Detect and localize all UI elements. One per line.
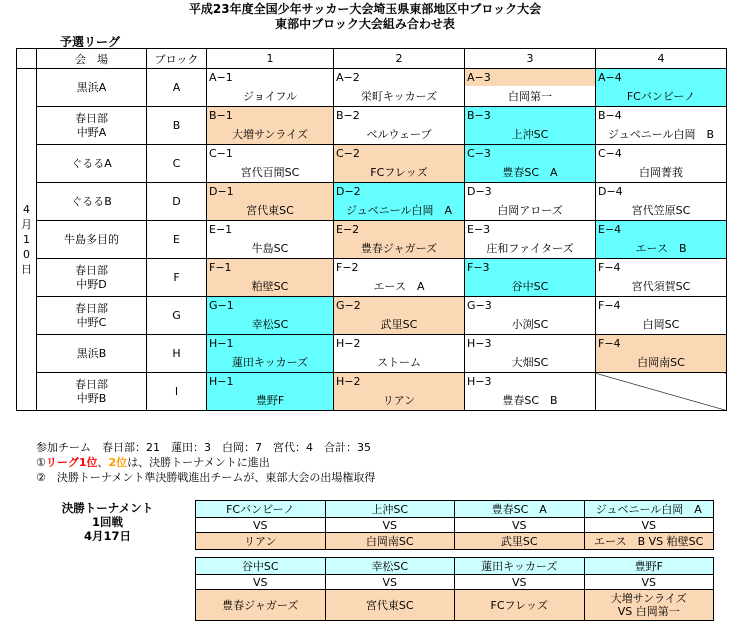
venue-line: 牛島多目的 bbox=[64, 232, 119, 246]
block-cell: G bbox=[147, 297, 207, 335]
match-code: G−3 bbox=[465, 297, 596, 315]
rule-1-second-place: 2位 bbox=[108, 456, 128, 469]
block-cell: E bbox=[147, 221, 207, 259]
date-column bbox=[17, 69, 37, 411]
match-code: H−1 bbox=[207, 373, 334, 391]
bracket-team-b: リアン bbox=[196, 533, 326, 550]
team-name: リアン bbox=[334, 390, 465, 411]
bracket-team-b: 豊春ジャガーズ bbox=[196, 590, 326, 621]
tournament-round: 1回戦 bbox=[91, 515, 123, 529]
bracket-team-a: FCバンビーノ bbox=[196, 501, 326, 518]
header-col-1: 1 bbox=[207, 49, 334, 69]
venue-line: 中野B bbox=[76, 391, 107, 405]
venue-cell bbox=[37, 259, 147, 297]
bracket-team-a: 豊春SC A bbox=[455, 501, 585, 518]
team-name: ジュベニール白岡 A bbox=[334, 200, 465, 221]
match-code: C−2 bbox=[334, 145, 465, 163]
header-block: ブロック bbox=[147, 49, 207, 69]
bracket-vs: VS bbox=[455, 575, 585, 590]
venue-line: 春日部 bbox=[75, 377, 108, 391]
venue-line: 黒浜A bbox=[76, 80, 107, 94]
match-code: H−3 bbox=[465, 373, 596, 391]
match-code: B−3 bbox=[465, 107, 596, 125]
document-title: 平成23年度全国少年サッカー大会埼玉県東部地区中ブロック大会 bbox=[188, 2, 542, 16]
match-code: F−4 bbox=[596, 297, 727, 315]
match-code: H−2 bbox=[334, 335, 465, 353]
venue-line: ぐるるA bbox=[71, 156, 112, 170]
bracket-team-b: 武里SC bbox=[455, 533, 585, 550]
team-name: ストーム bbox=[334, 352, 465, 373]
bracket-team-b-line: VS 白岡第一 bbox=[617, 605, 680, 618]
header-venue: 会 場 bbox=[37, 49, 147, 69]
bracket-team-a: 蓮田キッカーズ bbox=[455, 558, 585, 575]
bracket-team-a: 幸松SC bbox=[325, 558, 455, 575]
match-code: D−3 bbox=[465, 183, 596, 201]
team-name: 白岡南SC bbox=[596, 352, 727, 373]
participants-line: 参加チーム 春日部：21 蓮田：3 白岡：7 宮代：4 合計：35 bbox=[36, 441, 371, 454]
match-code: H−2 bbox=[334, 373, 465, 391]
date-char: 月 bbox=[21, 218, 32, 231]
match-code: A−2 bbox=[334, 69, 465, 87]
match-code: F−3 bbox=[465, 259, 596, 277]
team-name: 武里SC bbox=[334, 314, 465, 335]
match-code: D−2 bbox=[334, 183, 465, 201]
match-code: H−1 bbox=[207, 335, 334, 353]
bracket-team-b-line: 大増サンライズ bbox=[610, 592, 687, 605]
bracket-vs: VS bbox=[196, 518, 326, 533]
venue-cell bbox=[37, 221, 147, 259]
venue-line: 春日部 bbox=[75, 263, 108, 277]
match-code: B−4 bbox=[596, 107, 727, 125]
bracket-team-b: 白岡南SC bbox=[325, 533, 455, 550]
venue-line: 春日部 bbox=[75, 301, 108, 315]
team-name: 白岡第一 bbox=[465, 86, 596, 107]
match-code: F−4 bbox=[596, 259, 727, 277]
rule-1-text: は、決勝トーナメントに進出 bbox=[127, 456, 270, 469]
block-cell: I bbox=[147, 373, 207, 411]
team-name: 白岡SC bbox=[596, 314, 727, 335]
team-name: 宮代百間SC bbox=[207, 162, 334, 183]
date-char: 1 bbox=[23, 233, 30, 246]
bracket-team-a: 上沖SC bbox=[325, 501, 455, 518]
team-name: 庄和ファイターズ bbox=[465, 238, 596, 259]
match-code: C−3 bbox=[465, 145, 596, 163]
match-code: E−3 bbox=[465, 221, 596, 239]
bracket-vs: VS bbox=[325, 518, 455, 533]
team-name: 栄町キッカーズ bbox=[334, 86, 465, 107]
team-name: 小渕SC bbox=[465, 314, 596, 335]
document-subtitle: 東部中ブロック大会組み合わせ表 bbox=[275, 17, 455, 31]
header-blank bbox=[17, 49, 37, 69]
venue-cell bbox=[37, 297, 147, 335]
rule-1-separator: 、 bbox=[97, 456, 109, 469]
match-code: C−1 bbox=[207, 145, 334, 163]
match-code: H−3 bbox=[465, 335, 596, 353]
venue-line: ぐるるB bbox=[71, 194, 112, 208]
team-name: 白岡菁莪 bbox=[596, 162, 727, 183]
team-name: 谷中SC bbox=[465, 276, 596, 297]
header-col-4: 4 bbox=[596, 49, 727, 69]
tournament-bracket-bottom bbox=[195, 557, 714, 621]
team-name: FCフレッズ bbox=[334, 162, 465, 183]
team-name: 宮代須賀SC bbox=[596, 276, 727, 297]
team-name: エース A bbox=[334, 276, 465, 297]
block-cell: H bbox=[147, 335, 207, 373]
match-code: A−1 bbox=[207, 69, 334, 87]
block-cell: A bbox=[147, 69, 207, 107]
date-char: 4 bbox=[23, 203, 30, 216]
header-col-2: 2 bbox=[334, 49, 465, 69]
bracket-team-b bbox=[584, 590, 714, 621]
team-name: 白岡アローズ bbox=[465, 200, 596, 221]
team-name: 豊春SC B bbox=[465, 390, 596, 411]
team-name: ジョイフル bbox=[207, 86, 334, 107]
bracket-vs: VS bbox=[584, 575, 714, 590]
header-col-3: 3 bbox=[465, 49, 596, 69]
block-cell: D bbox=[147, 183, 207, 221]
bracket-team-b: FCフレッズ bbox=[455, 590, 585, 621]
date-char: 0 bbox=[23, 248, 30, 261]
match-code: E−2 bbox=[334, 221, 465, 239]
team-name: FCバンビーノ bbox=[596, 86, 727, 107]
team-name: 上沖SC bbox=[465, 124, 596, 145]
bracket-team-b: 宮代東SC bbox=[325, 590, 455, 621]
tournament-date: 4月17日 bbox=[83, 529, 131, 543]
venue-cell bbox=[37, 335, 147, 373]
rule-1 bbox=[36, 456, 270, 470]
bracket-vs: VS bbox=[584, 518, 714, 533]
preliminary-league-table bbox=[16, 48, 727, 411]
team-name: エース B bbox=[596, 238, 727, 259]
venue-cell bbox=[37, 145, 147, 183]
tournament-title: 決勝トーナメント bbox=[61, 501, 154, 515]
team-name: 牛島SC bbox=[207, 238, 334, 259]
venue-cell bbox=[37, 69, 147, 107]
section-label: 予選リーグ bbox=[60, 35, 121, 49]
venue-line: 中野D bbox=[76, 277, 107, 291]
team-name: ベルウェーブ bbox=[334, 124, 465, 145]
team-name: ジュベニール白岡 B bbox=[596, 124, 727, 145]
rule-1-first-place: リーグ1位 bbox=[45, 456, 98, 469]
venue-line: 中野C bbox=[76, 315, 107, 329]
empty-slot bbox=[596, 373, 727, 411]
team-name: 大畑SC bbox=[465, 352, 596, 373]
bracket-vs: VS bbox=[325, 575, 455, 590]
venue-line: 黒浜B bbox=[76, 346, 107, 360]
team-name: 幸松SC bbox=[207, 314, 334, 335]
match-code: D−1 bbox=[207, 183, 334, 201]
venue-cell bbox=[37, 373, 147, 411]
block-cell: B bbox=[147, 107, 207, 145]
match-code: B−1 bbox=[207, 107, 334, 125]
match-code: E−1 bbox=[207, 221, 334, 239]
team-name: 豊春ジャガーズ bbox=[334, 238, 465, 259]
rule-2: ② 決勝トーナメント準決勝戦進出チームが、東部大会の出場権取得 bbox=[36, 471, 376, 484]
date-char: 日 bbox=[21, 263, 32, 276]
block-cell: F bbox=[147, 259, 207, 297]
bracket-team-a: 豊野F bbox=[584, 558, 714, 575]
match-code: G−2 bbox=[334, 297, 465, 315]
rule-1-number: ① bbox=[36, 456, 46, 469]
venue-line: 中野A bbox=[76, 125, 107, 139]
team-name: 粕壁SC bbox=[207, 276, 334, 297]
venue-line: 春日部 bbox=[75, 111, 108, 125]
tournament-label bbox=[50, 501, 165, 543]
team-name: 豊野F bbox=[207, 390, 334, 411]
block-cell: C bbox=[147, 145, 207, 183]
match-code: B−2 bbox=[334, 107, 465, 125]
venue-cell bbox=[37, 183, 147, 221]
match-code: D−4 bbox=[596, 183, 727, 201]
match-code: E−4 bbox=[596, 221, 727, 239]
match-code: F−1 bbox=[207, 259, 334, 277]
team-name: 豊春SC A bbox=[465, 162, 596, 183]
team-name: 宮代東SC bbox=[207, 200, 334, 221]
bracket-team-a: 谷中SC bbox=[196, 558, 326, 575]
bracket-vs: VS bbox=[455, 518, 585, 533]
match-code: F−4 bbox=[596, 335, 727, 353]
bracket-team-a: ジュベニール白岡 A bbox=[584, 501, 714, 518]
bracket-team-b: エース B VS 粕壁SC bbox=[584, 533, 714, 550]
team-name: 大増サンライズ bbox=[207, 124, 334, 145]
match-code: A−3 bbox=[465, 69, 596, 87]
match-code: A−4 bbox=[596, 69, 727, 87]
venue-cell bbox=[37, 107, 147, 145]
bracket-vs: VS bbox=[196, 575, 326, 590]
team-name: 宮代笠原SC bbox=[596, 200, 727, 221]
match-code: F−2 bbox=[334, 259, 465, 277]
match-code: C−4 bbox=[596, 145, 727, 163]
tournament-bracket-top bbox=[195, 500, 714, 550]
match-code: G−1 bbox=[207, 297, 334, 315]
team-name: 蓮田キッカーズ bbox=[207, 352, 334, 373]
